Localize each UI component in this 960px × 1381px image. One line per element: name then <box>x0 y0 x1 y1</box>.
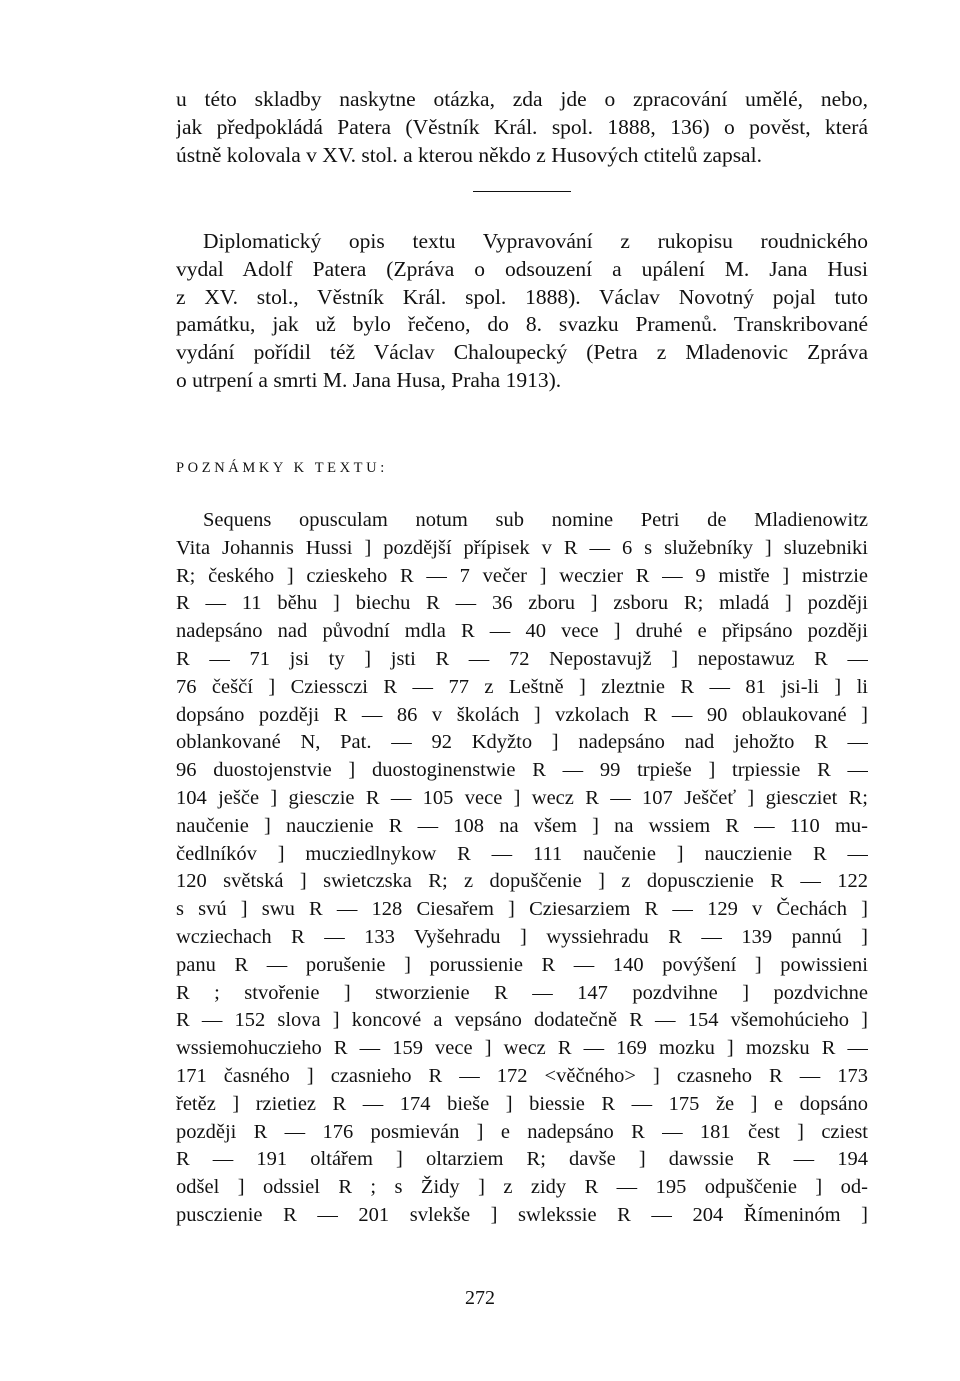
text-line: R; českého ] czieskeho R — 7 večer ] weczier R — 9 mistře ] mistrzie <box>176 564 868 587</box>
text-line: čedlníkóv ] mucziedlnykow R — 111 naučenie ] nauczienie R — <box>176 842 868 865</box>
text-line: panu R — porušenie ] porussienie R — 140 povýšení ] powissieni <box>176 953 868 976</box>
text-line: R — 11 běhu ] biechu R — 36 zboru ] zsboru R; mladá ] později <box>176 592 868 615</box>
description-paragraph <box>176 228 868 395</box>
notes-heading: POZNÁMKY K TEXTU: <box>176 460 388 476</box>
section-divider <box>473 191 571 192</box>
page-number: 272 <box>465 1287 495 1309</box>
text-line: dopsáno později R — 86 v školách ] vzkolach R — 90 oblaukované ] <box>176 703 868 726</box>
text-line: u této skladby naskytne otázka, zda jde o zpracování umělé, nebo, <box>176 87 868 111</box>
text-line: R — 191 oltářem ] oltarziem R; davše ] dawssie R — 194 <box>176 1148 868 1171</box>
text-line: z XV. stol., Věstník Král. spol. 1888). Václav Novotný pojal tuto <box>176 284 868 309</box>
text-line: R ; stvořenie ] stworzienie R — 147 pozdvihne ] pozdvichne <box>176 981 868 1004</box>
text-line: později R — 176 posmieván ] e nadepsáno R — 181 čest ] cziest <box>176 1120 868 1143</box>
text-line: ústně kolovala v XV. stol. a kterou někdo z Husových ctitelů zapsal. <box>176 142 762 167</box>
text-line: oblankované N, Pat. — 92 Kdyžto ] nadepsáno nad jehožto R — <box>176 731 868 754</box>
text-line: řetěz ] rzietiez R — 174 bieše ] biessie R — 175 že ] e dopsáno <box>176 1092 868 1115</box>
text-line: jak předpokládá Patera (Věstník Král. spol. 1888, 136) o pověst, která <box>176 114 868 139</box>
text-line: wssiemohuczieho R — 159 vece ] wecz R — 169 mozku ] mozsku R — <box>176 1037 868 1060</box>
text-line: odšel ] odssiel R ; s Židy ] z zidy R — 195 odpuščenie ] od- <box>176 1176 868 1199</box>
text-line: Diplomatický opis textu Vypravování z rukopisu roudnického <box>203 229 868 253</box>
notes-paragraph <box>176 507 868 1230</box>
text-line: o utrpení a smrti M. Jana Husa, Praha 1913). <box>176 367 562 392</box>
text-line: R — 71 jsi ty ] jsti R — 72 Nepostavujž ] nepostawuz R — <box>176 647 868 670</box>
text-line: 120 světská ] swietczska R; z dopuščenie ] z dopusczienie R — 122 <box>176 870 868 893</box>
intro-paragraph <box>176 86 868 169</box>
text-line: nadepsáno nad původní mdla R — 40 vece ] druhé e připsáno později <box>176 620 868 643</box>
text-line: pusczienie R — 201 svlekše ] swlekssie R — 204 Římeninóm ] <box>176 1203 868 1226</box>
text-line: 104 ješče ] giesczie R — 105 vece ] wecz R — 107 Ješčeť ] giescziet R; <box>176 786 868 809</box>
text-line: památku, jak už bylo řečeno, do 8. svazku Pramenů. Transkribované <box>176 312 868 337</box>
text-line: vydal Adolf Patera (Zpráva o odsouzení a upálení M. Jana Husi <box>176 256 868 281</box>
text-line: wcziechach R — 133 Vyšehradu ] wyssiehradu R — 139 pannú ] <box>176 925 868 948</box>
text-line: s svú ] swu R — 128 Ciesařem ] Cziesarziem R — 129 v Čechách ] <box>176 898 868 921</box>
text-line: naučenie ] nauczienie R — 108 na všem ] na wssiem R — 110 mu- <box>176 814 868 837</box>
text-line: 76 češčí ] Cziessczi R — 77 z Leštně ] zleztnie R — 81 jsi-li ] li <box>176 675 868 698</box>
text-line: Vita Johannis Hussi ] pozdější přípisek v R — 6 s služebníky ] sluzebniki <box>176 536 868 559</box>
text-line: vydání pořídil též Václav Chaloupecký (Petra z Mladenovic Zpráva <box>176 340 868 365</box>
text-line: R — 152 slova ] koncové a vepsáno dodatečně R — 154 všemohúcieho ] <box>176 1009 868 1032</box>
text-line: 171 časného ] czasnieho R — 172 <věčného> ] czasneho R — 173 <box>176 1064 868 1087</box>
text-line: 96 duostojenstvie ] duostoginenstwie R — 99 trpieše ] trpiessie R — <box>176 759 868 782</box>
text-line: Sequens opusculam notum sub nomine Petri de Mladienowitz <box>203 509 868 531</box>
